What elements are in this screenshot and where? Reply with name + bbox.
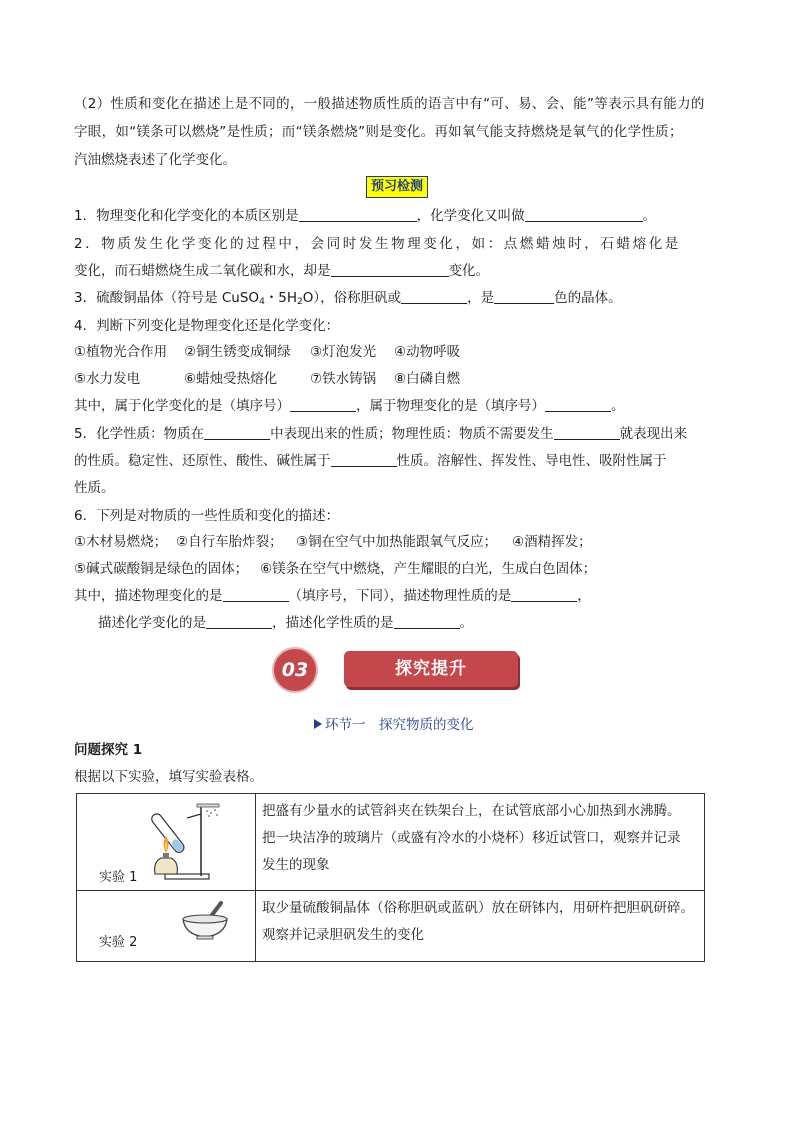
q6-text-a: 其中，描述物理变化的是 <box>74 588 223 604</box>
question-1 <box>74 207 722 225</box>
q5-text-d: 的性质。稳定性、还原性、酸性、碱性属于 <box>74 453 331 469</box>
answer-blank[interactable] <box>299 207 417 222</box>
option-item: ②铜生锈变成铜绿 <box>184 344 291 360</box>
description-line: 取少量硫酸铜晶体（俗称胆矾或蓝矾）放在研钵内，用研杵把胆矾研碎。 <box>262 900 694 916</box>
experiment-2-cell <box>77 891 256 962</box>
q5-text-b: 中表现出来的性质；物理性质：物质不需要发生 <box>270 426 554 442</box>
q5-text-a: 5．化学性质：物质在 <box>74 426 205 442</box>
subsection-title: 环节一 探究物质的变化 <box>325 717 474 733</box>
description-line: 把一块洁净的玻璃片（或盛有冷水的小烧杯）移近试管口，观察并记录 <box>262 830 681 846</box>
answer-blank[interactable] <box>204 425 270 440</box>
q3-text-c: O），俗称胆矾或 <box>302 290 402 306</box>
preview-check-badge: 预习检测 <box>366 176 428 198</box>
intro-line-3: 汽油燃烧表述了化学变化。 <box>74 152 236 168</box>
q6-text-e: ，描述化学性质的是 <box>272 615 394 631</box>
q5-text-c: 就表现出来 <box>619 426 688 442</box>
question-4-title: 4．判断下列变化是物理变化还是化学变化： <box>74 318 340 334</box>
option-item: ①植物光合作用 <box>74 344 168 360</box>
answer-blank[interactable] <box>394 614 460 629</box>
answer-blank[interactable] <box>554 425 620 440</box>
question-4-answer <box>74 397 722 415</box>
q1-text-b: ，化学变化又叫做 <box>416 208 525 224</box>
q5-text-e: 性质。溶解性、挥发性、导电性、吸附性属于 <box>396 453 667 469</box>
answer-blank[interactable] <box>525 207 643 222</box>
question-6-title: 6．下列是对物质的一些性质和变化的描述： <box>74 508 340 524</box>
answer-blank[interactable] <box>401 289 467 304</box>
answer-blank[interactable] <box>494 289 554 304</box>
answer-blank[interactable] <box>331 262 449 277</box>
option-item: ④动物呼吸 <box>394 344 461 360</box>
answer-blank[interactable] <box>206 614 272 629</box>
option-item: ⑦铁水铸锅 <box>310 371 377 387</box>
intro-line-2: 字眼，如“镁条可以燃烧”是性质；而“镁条燃烧”则是变化。再如氧气能支持燃烧是氧气的化学性质； <box>74 124 683 140</box>
question-5-line-2 <box>74 452 722 470</box>
option-item: ③铜在空气中加热能跟氧气反应； <box>296 534 498 550</box>
q4-text-b: ，属于物理变化的是（填序号） <box>356 398 545 414</box>
option-item: ①木材易燃烧； <box>74 534 168 550</box>
problem-intro: 根据以下实验，填写实验表格。 <box>74 769 263 785</box>
q3-subscript: 4 <box>259 297 265 307</box>
experiment-label: 实验 2 <box>99 935 138 950</box>
q6-text-c: ， <box>577 588 591 604</box>
question-5-line-3: 性质。 <box>74 480 115 496</box>
experiment-1-cell <box>77 794 256 891</box>
experiment-table <box>76 793 705 962</box>
option-item: ②自行车胎炸裂； <box>176 534 283 550</box>
question-5-line-1 <box>74 425 722 443</box>
answer-blank[interactable] <box>290 397 356 412</box>
q3-text-b: ・5H <box>264 290 298 306</box>
option-item: ⑤水力发电 <box>74 371 141 387</box>
q4-text-a: 其中，属于化学变化的是（填序号） <box>74 398 290 414</box>
experiment-label: 实验 1 <box>99 870 138 885</box>
section-heading <box>272 647 524 693</box>
q2-text-a: 变化，而石蜡燃烧生成二氧化碳和水，却是 <box>74 263 331 279</box>
option-item: ⑥镁条在空气中燃烧，产生耀眼的白光，生成白色固体； <box>260 561 597 577</box>
experiment-1-description <box>256 794 705 891</box>
option-item: ④酒精挥发； <box>512 534 592 550</box>
description-line: 把盛有少量水的试管斜夹在铁架台上，在试管底部小心加热到水沸腾。 <box>262 803 681 819</box>
description-line: 发生的现象 <box>262 857 330 873</box>
q6-text-b: （填序号，下同），描述物理性质的是 <box>288 588 512 604</box>
q3-text-e: 色的晶体。 <box>554 290 622 306</box>
q3-text-d: ，是 <box>467 290 495 306</box>
question-2-line-1: 2．物质发生化学变化的过程中，会同时发生物理变化，如：点燃蜡烛时，石蜡熔化是 <box>74 236 681 252</box>
answer-blank[interactable] <box>511 587 577 602</box>
question-3 <box>74 289 722 311</box>
answer-blank[interactable] <box>545 397 611 412</box>
q6-text-d: 描述化学变化的是 <box>98 615 206 631</box>
question-2-line-2 <box>74 262 722 280</box>
question-6-answer-2 <box>98 614 746 632</box>
q3-text-a: 3．硫酸铜晶体（符号是 CuSO <box>74 290 260 306</box>
experiment-2-description <box>256 891 705 962</box>
subsection-heading <box>314 713 474 733</box>
answer-blank[interactable] <box>331 452 397 467</box>
test-tube-heating-apparatus-icon <box>137 800 227 884</box>
question-6-answer-1 <box>74 587 722 605</box>
q2-text-b: 变化。 <box>448 263 489 279</box>
answer-blank[interactable] <box>223 587 289 602</box>
table-row <box>77 891 705 962</box>
q3-subscript-2: 2 <box>297 297 303 307</box>
problem-title: 问题探究 1 <box>74 742 143 758</box>
intro-line-1: （2）性质和变化在描述上是不同的，一般描述物质性质的语言中有“可、易、会、能”等表示具有能力的 <box>74 96 705 112</box>
mortar-and-pestle-icon <box>179 901 231 941</box>
option-item: ⑤碱式碳酸铜是绿色的固体； <box>74 561 249 577</box>
q1-text-c: 。 <box>642 208 657 224</box>
section-title: 探究提升 <box>344 651 518 687</box>
q4-text-c: 。 <box>611 398 625 414</box>
triangle-bullet-icon <box>314 719 322 729</box>
option-item: ③灯泡发光 <box>310 344 377 360</box>
q1-text-a: 1．物理变化和化学变化的本质区别是 <box>74 208 299 224</box>
section-number-badge: 03 <box>272 647 318 693</box>
table-row <box>77 794 705 891</box>
q6-text-f: 。 <box>459 615 473 631</box>
description-line: 观察并记录胆矾发生的变化 <box>262 927 424 943</box>
option-item: ⑥蜡烛受热熔化 <box>184 371 278 387</box>
option-item: ⑧白磷自燃 <box>394 371 461 387</box>
